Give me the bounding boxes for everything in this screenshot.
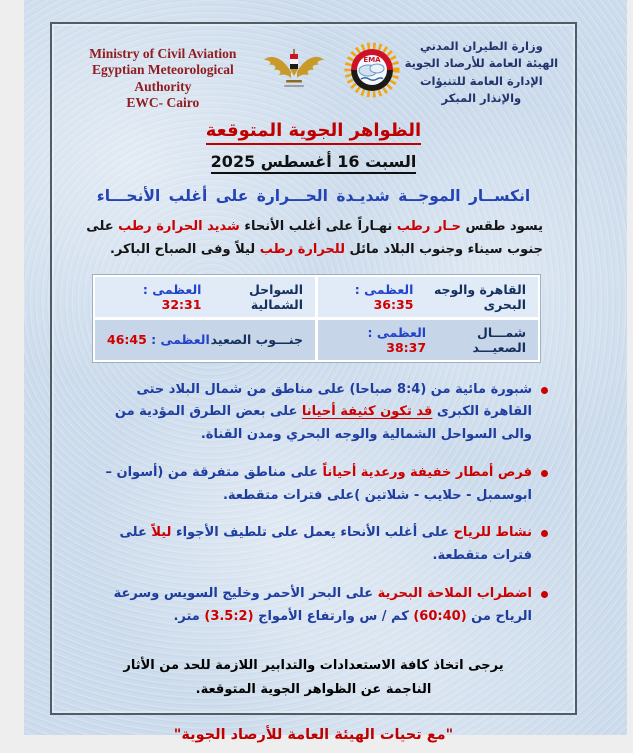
bullet-segment: (3.5:2) bbox=[204, 608, 254, 624]
region-name: شمـــال الصعيـــد bbox=[472, 324, 526, 355]
bullet-segment: قد تكون كثيفة أحيانا bbox=[301, 404, 433, 420]
temp-cell-south-upper-egypt bbox=[95, 320, 315, 360]
bullet-segment: نشاط للرياح bbox=[453, 525, 532, 541]
bullet-segment: على البحر الأحمر وخليج السويس وسرعة الرياح من bbox=[113, 585, 532, 624]
max-temp bbox=[107, 282, 201, 312]
closing-greeting: "مع تحيات الهيئة العامة للأرصاد الجوية" bbox=[173, 726, 454, 743]
arabic-header bbox=[400, 38, 563, 107]
max-value: 46:45 bbox=[107, 332, 147, 348]
max-separator: : bbox=[354, 281, 365, 297]
forecast-bullet-list bbox=[88, 379, 549, 629]
headline: انكســار الموجــة شديـدة الحـــرارة على أغلب الأنحـــاء bbox=[96, 186, 531, 205]
temperature-table bbox=[92, 274, 541, 363]
page-title-row bbox=[64, 120, 563, 145]
content-frame bbox=[50, 22, 577, 743]
bullet-segment: كم / س وارتفاع الأمواج bbox=[253, 608, 414, 624]
date-heading: السبت 16 أغسطس 2025 bbox=[211, 152, 417, 174]
document-header bbox=[64, 38, 563, 112]
paper-background bbox=[24, 0, 627, 743]
max-temp bbox=[330, 325, 426, 355]
intro-segment: شديد الحرارة رطب bbox=[118, 218, 240, 234]
temp-cell-cairo-delta bbox=[318, 277, 538, 317]
max-value: 38:37 bbox=[386, 339, 427, 355]
arabic-header-line: الهيئة العامة للأرصاد الجوية bbox=[404, 56, 559, 71]
bullet-dot-icon bbox=[541, 591, 548, 598]
bullet-item-wind bbox=[88, 522, 549, 568]
bullet-segment: فرص أمطار خفيفة ورعدية أحياناً bbox=[322, 464, 532, 480]
max-separator: : bbox=[142, 281, 153, 297]
intro-paragraph bbox=[84, 215, 543, 262]
region-name: جنـــوب الصعيد bbox=[210, 332, 303, 348]
ema-seal-icon bbox=[344, 42, 400, 102]
bullet-segment: على فترات متقطعة. bbox=[119, 525, 532, 564]
temp-cell-north-upper-egypt bbox=[318, 320, 538, 360]
bullet-segment: على أغلب الأنحاء يعمل على تلطيف الأجواء bbox=[171, 525, 454, 541]
max-label: العظمى bbox=[376, 324, 427, 340]
intro-segment: ليلاً وفى الصباح الباكر. bbox=[109, 242, 260, 258]
bullet-segment: متر. bbox=[173, 608, 205, 624]
max-value: 36:35 bbox=[373, 296, 414, 312]
max-temp bbox=[330, 282, 413, 312]
english-header-line: Egyptian Meteorological Authority bbox=[91, 62, 234, 94]
bullet-item-rain bbox=[88, 462, 549, 508]
date-row bbox=[64, 152, 563, 174]
max-label: العظمى bbox=[364, 281, 414, 297]
intro-segment: حـار رطب bbox=[396, 218, 462, 234]
intro-segment: للحرارة رطب bbox=[259, 242, 345, 258]
temp-cell-north-coasts bbox=[95, 277, 315, 317]
ema-seal-text: EMA bbox=[363, 56, 381, 64]
bullet-segment: اضطراب الملاحة البحرية bbox=[377, 585, 532, 601]
intro-segment: يسود طقس bbox=[461, 218, 543, 234]
arabic-header-line: وزارة الطيران المدني bbox=[419, 39, 543, 53]
region-name: السواحل الشمالية bbox=[249, 281, 303, 312]
logo-group bbox=[262, 38, 400, 102]
max-label: العظمى bbox=[152, 281, 202, 297]
bullet-dot-icon bbox=[541, 470, 548, 477]
intro-segment: على جنوب سيناء وجنوب البلاد مائل bbox=[86, 218, 543, 258]
bullet-segment: شبورة مائية من (8:4 صباحا) على مناطق من شمال البلاد حتى القاهرة الكبرى bbox=[136, 381, 532, 420]
english-header bbox=[64, 38, 262, 112]
max-separator: : bbox=[146, 332, 161, 348]
ministry-of-civil-aviation-eagle-icon bbox=[262, 48, 326, 96]
region-name: القاهرة والوجه البحرى bbox=[433, 281, 526, 312]
bullet-segment: على بعض الطرق المؤدية من والى السواحل الشمالية والوجه البحري ومدن القناة. bbox=[114, 404, 532, 443]
intro-segment: نهـاراً على أغلب الأنحاء bbox=[239, 218, 397, 234]
arabic-header-line: الإدارة العامة للتنبؤات والإنذار المبكر bbox=[420, 73, 543, 105]
footer-note: يرجى اتخاذ كافة الاستعدادات والتدابير اللازمة للحد من الأثار الناجمة عن الظواهر الجوية المتوقعة. bbox=[123, 658, 504, 698]
page-title: الظواهر الجوية المتوقعة bbox=[206, 120, 421, 145]
bullet-segment: (60:40) bbox=[413, 608, 467, 624]
max-label: العظمى bbox=[160, 332, 210, 348]
bullet-item-marine bbox=[88, 583, 549, 629]
max-separator: : bbox=[367, 324, 377, 340]
english-header-line: EWC- Cairo bbox=[126, 95, 200, 111]
max-value: 32:31 bbox=[161, 296, 202, 312]
english-header-line: Ministry of Civil Aviation bbox=[89, 46, 237, 61]
bullet-dot-icon bbox=[541, 530, 548, 537]
bullet-segment: على مناطق متفرقة من (أسوان – ابوسمبل - حلايب - شلاتين )على فترات متقطعة. bbox=[105, 464, 532, 503]
bullet-item-fog bbox=[88, 379, 549, 447]
max-temp bbox=[107, 332, 210, 347]
bullet-dot-icon bbox=[541, 387, 548, 394]
bullet-segment: ليلاً bbox=[151, 525, 172, 541]
